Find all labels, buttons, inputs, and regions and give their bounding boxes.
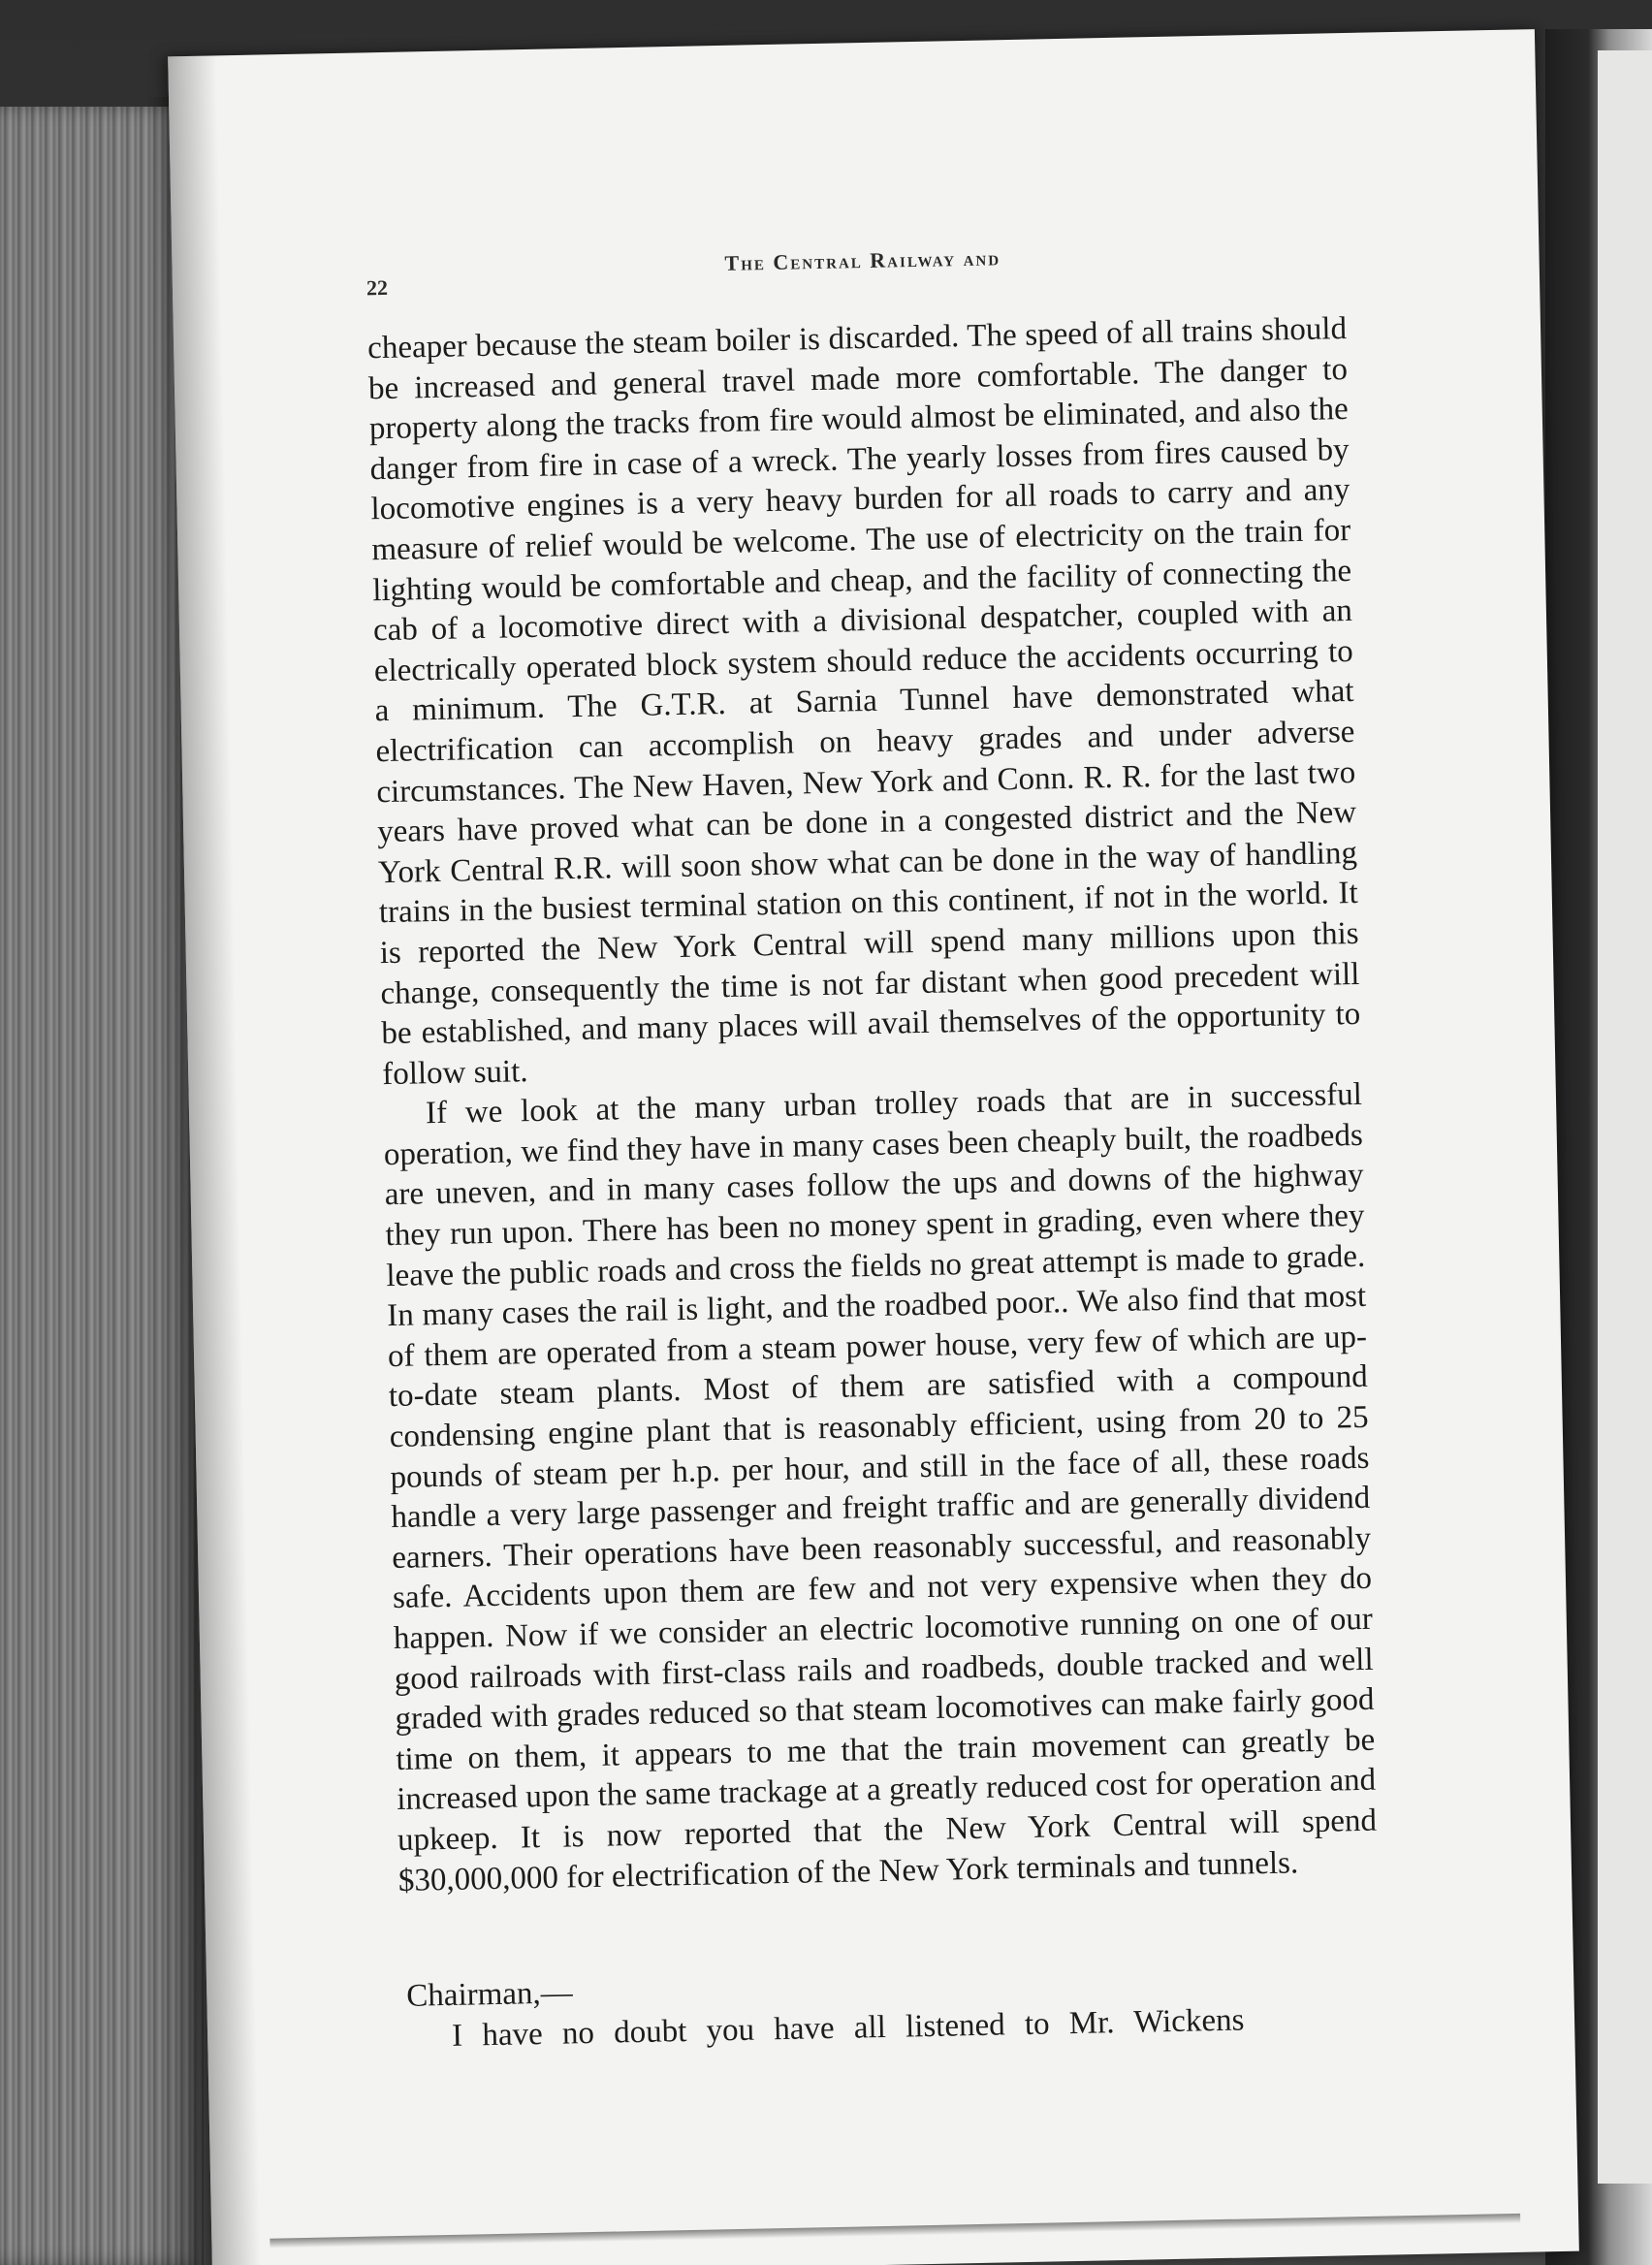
book-page — [168, 29, 1579, 2265]
paragraph-3: I have no doubt you have all listened to Mr. Wickens — [451, 2002, 1245, 2054]
running-head — [365, 227, 1336, 304]
salutation: Chairman,— — [405, 1975, 574, 2014]
next-page-sliver — [1598, 50, 1652, 2184]
paragraph-2: If we look at the many urban trolley roads that are in successful operation, we find they have in many cases been cheaply built, the roadbeds are uneven, and in many cases follow the ups and downs of the highway they run upon. There has been no money spent in grading, even where they leave the public roads and cross the fields no great attempt is made to grade. In many cases the rail is light, and the roadbed poor.. We also find that most of them are operated from a steam power house, very few of which are up-to-date steam plants. Most of them are satisfied with a compound condensing engine plant that is reasonably efficient, using from 20 to 25 pounds of steam per h.p. per hour, and still in the face of all, these roads handle a very large passenger and freight traffic and are generally dividend earners. Their operations have been reasonably successful, and reasonably safe. Accidents upon them are few and not very expensive when they do happen. Now if we consider an electric locomotive running on one of our good railroads with first-class rails and roadbeds, double tracked and well graded with grades reduced so that steam locomotives can make fairly good time on them, it appears to me that the train movement can greatly be increased upon the same trackage at a greatly reduced cost for operation and upkeep. It is now reported that the New York Central will spend $30,000,000 for electrification of the New York terminals and tunnels. — [383, 1077, 1378, 1898]
paragraph-1: cheaper because the steam boiler is discarded. The speed of all trains should be increased and general travel made more comfortable. The danger to property along the tracks from fire would almost be eliminated, and also the danger from fire in case of a wreck. The yearly losses from fires caused by locomotive engines is a very heavy burden for all roads to carry and any measure of relief would be welcome. The use of electricity on the train for lighting would be comfortable and cheap, and the facility of connecting the cab of a locomotive direct with a divisional despatcher, coupled with an electrically operated block system should reduce the accidents occurring to a minimum. The G.T.R. at Sarnia Tunnel have demonstrated what electrification can accomplish on heavy grades and under adverse circumstances. The New Haven, New York and Conn. R. R. for the last two years have proved what can be done in a congested district and the New York Central R.R. will soon show what can be done in the way of handling trains in the busiest terminal station on this continent, if not in the world. It is reported the New York Central will spend many millions upon this change, consequently the time is not far distant when good precedent will be established, and many places will avail themselves of the opportunity to follow suit. — [366, 311, 1361, 1092]
page-number: 22 — [365, 274, 389, 301]
page-bottom-edge — [270, 2214, 1520, 2249]
running-title: The Central Railway and — [724, 245, 1001, 275]
body-text — [367, 309, 1378, 1901]
